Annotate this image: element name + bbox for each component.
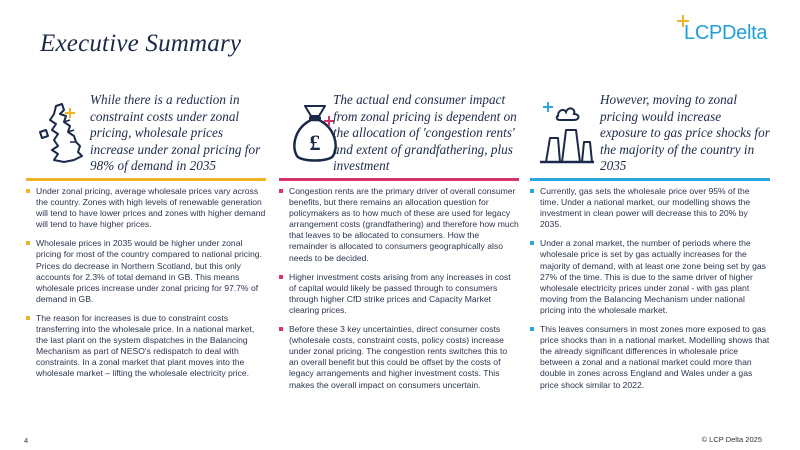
column-3-heading: However, moving to zonal pricing would increase exposure to gas price shocks for the majority of the country in 2035 [600,92,770,174]
power-plant-icon [538,102,594,166]
page-number: 4 [24,436,29,445]
list-item: Wholesale prices in 2035 would be higher under zonal pricing for most of the country compared to national pricing. Prices do decrease in Northern Scotland, but this only accounts for 2.3% of total demand in GB. This means wholesale prices increase under zonal pricing for 97.7% of demand in GB. [26,238,266,305]
list-item: Congestion rents are the primary driver of overall consumer benefits, but there remains an allocation question for policymakers as to how much of these are used for legacy arrangement costs (grandfathering) and therefore how much that leaves to be allocated to consumers. How the remainder is allocated to consumers geographically also needs to be decided. [279,186,519,264]
logo-text: LCPDelta [684,22,768,44]
column-3-bullets [530,186,770,399]
uk-map-icon [34,102,90,166]
list-item: Under a zonal market, the number of periods where the wholesale price is set by gas actually increases for the majority of demand, with at least one zone being set by gas 27% of the time. This is due to the same driver of higher wholesale electricity prices under zonal - with gas plant moving from the Balancing Mechanism under national pricing into the wholesale market. [530,238,770,316]
lcp-delta-logo [676,14,786,44]
summary-column-2 [279,90,519,390]
list-item: The reason for increases is due to constraint costs transferring into the wholesale price. In a national market, the last plant on the system dispatches in the Balancing Mechanism as part of NESO's redispatch to deal with constraints. In a zonal market that plant moves into the wholesale market – lifting the wholesale electricity price. [26,313,266,380]
list-item: Higher investment costs arising from any increases in cost of capital would likely be passed through to consumers through higher CfD strike prices and Capacity Market clearing prices. [279,272,519,316]
summary-column-3 [530,90,770,390]
summary-column-1 [26,90,266,379]
page-title: Executive Summary [40,30,242,57]
column-3-divider [530,178,770,181]
column-2-bullets [279,186,519,399]
column-2-heading: The actual end consumer impact from zonal pricing is dependent on the allocation of 'congestion rents' and extent of grandfathering, plus investment [333,92,517,174]
copyright-text: © LCP Delta 2025 [701,435,762,444]
svg-text:£: £ [309,130,321,155]
list-item: Currently, gas sets the wholesale price over 95% of the time. Under a national market, our modelling shows the investment in clean power will decrease this to 20% by 2035. [530,186,770,230]
column-1-divider [26,178,266,181]
list-item: This leaves consumers in most zones more exposed to gas price shocks than in a national market. Modelling shows that the already significant differences in wholesale price between a zonal and a national market could more than double in zones across England and Wales under a gas price shock similar to 2022. [530,324,770,391]
column-1-bullets [26,186,266,388]
column-1-heading: While there is a reduction in constraint costs under zonal pricing, wholesale prices increase under zonal pricing for 98% of demand in 2035 [90,92,261,174]
list-item: Under zonal pricing, average wholesale prices vary across the country. Zones with high levels of renewable generation will tend to have lower prices and zones with higher demand will tend to have higher prices. [26,186,266,230]
list-item: Before these 3 key uncertainties, direct consumer costs (wholesale costs, constraint costs, policy costs) increase under zonal pricing. The congestion rents switches this to an overall benefit but this could be offset by the costs of legacy arrangements and higher investment costs. This makes the overall impact on consumers uncertain. [279,324,519,391]
column-2-divider [279,178,519,181]
